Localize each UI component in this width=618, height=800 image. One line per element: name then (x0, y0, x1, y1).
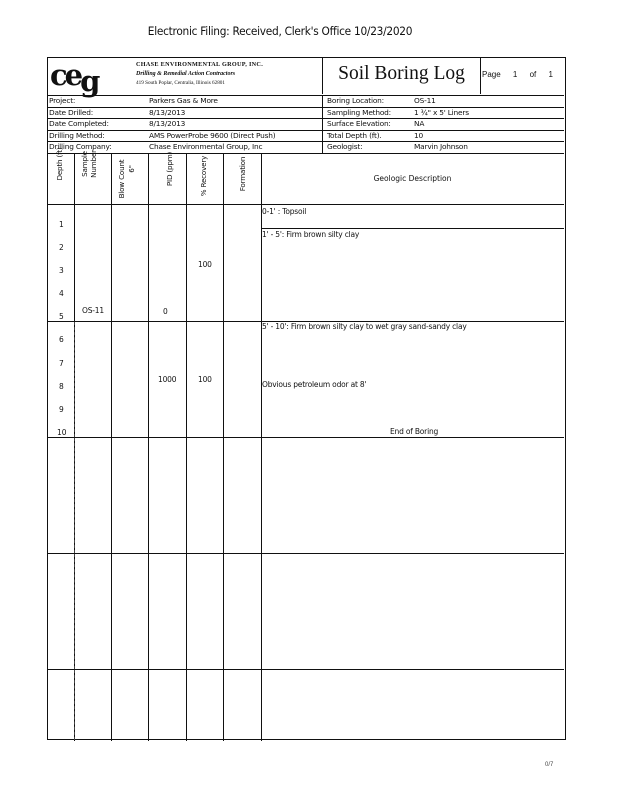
depth-marker: 4 (59, 289, 64, 298)
column-divider (261, 154, 262, 741)
sample-dash-line (74, 554, 75, 669)
date-drilled-value: 8/13/2013 (149, 107, 186, 117)
blow-count-header-2: 6" (127, 165, 136, 173)
log-title: Soil Boring Log (338, 63, 465, 84)
recovery-value: 100 (198, 260, 212, 269)
recovery-value: 100 (198, 375, 212, 384)
depth-marker: 3 (59, 266, 64, 275)
info-row (48, 141, 564, 154)
depth-marker: 7 (59, 359, 64, 368)
date-completed-label: Date Completed: (49, 119, 109, 128)
depth-marker: 9 (59, 405, 64, 414)
depth-column-header: Depth (ft) (55, 147, 64, 181)
blow-count-header-1: Blow Count (117, 159, 126, 199)
company-slogan: Drilling & Remedial Action Contractors (136, 70, 236, 77)
column-divider (223, 154, 224, 741)
depth-marker: 1 (59, 220, 64, 229)
geologic-description: Obvious petroleum odor at 8' (262, 380, 367, 389)
surface-elevation-value: NA (414, 119, 425, 128)
geologic-description: 0-1' : Topsoil (262, 207, 307, 216)
page-total: 1 (548, 70, 553, 79)
date-drilled-label: Date Drilled: (49, 107, 94, 117)
depth-marker: 8 (59, 382, 64, 391)
drilling-company-value: Chase Environmental Group, Inc (149, 142, 263, 151)
pid-value: 0 (163, 307, 168, 316)
column-divider (186, 154, 187, 741)
column-divider (148, 154, 149, 741)
geologic-description: 1' - 5': Firm brown silty clay (262, 230, 360, 239)
page-current: 1 (512, 70, 518, 79)
depth-marker: 10 (57, 428, 67, 437)
column-header-rule (48, 204, 564, 205)
info-divider (322, 95, 323, 154)
column-divider (111, 154, 112, 741)
interval-rule (48, 553, 564, 554)
interval-rule (48, 669, 564, 670)
recovery-column-header: % Recovery (199, 155, 208, 197)
page-label: Page (482, 70, 501, 79)
surface-elevation-label: Surface Elevation: (327, 119, 391, 128)
depth-marker: 5 (59, 312, 64, 321)
drilling-method-value: AMS PowerProbe 9600 (Direct Push) (149, 130, 276, 140)
project-label: Project: (49, 96, 76, 105)
company-name: CHASE ENVIRONMENTAL GROUP, INC. (136, 61, 264, 68)
company-logo: ceg (50, 58, 98, 98)
geologic-description: 5' - 10': Firm brown silty clay to wet gray sand-sandy clay (262, 322, 467, 331)
description-rule (261, 228, 564, 229)
sample-dash-line (74, 670, 75, 740)
company-address: 419 South Poplar, Centralia, Illinois 62801 (136, 80, 225, 86)
page-of: of (529, 70, 537, 79)
sample-number: OS-11 (82, 306, 104, 315)
title-box (322, 58, 481, 94)
page-footer-number: 0/7 (545, 762, 554, 768)
boring-location-value: OS-11 (414, 96, 436, 105)
filing-stamp: Electronic Filing: Received, Clerk's Office 10/23/2020 (147, 24, 413, 38)
log-header (48, 58, 564, 96)
description-column-header: Geologic Description (373, 174, 452, 183)
soil-boring-log-sheet (47, 57, 566, 740)
geologist-label: Geologist: (327, 142, 363, 151)
sampling-method-value: 1 ¾" x 5' Liners (414, 107, 469, 117)
date-completed-value: 8/13/2013 (149, 119, 186, 128)
interval-rule (48, 437, 564, 438)
company-info (136, 60, 263, 89)
page-indicator (482, 70, 563, 79)
depth-marker: 6 (59, 335, 64, 344)
project-value: Parkers Gas & More (149, 96, 218, 105)
boring-location-label: Boring Location: (327, 96, 384, 105)
drilling-company-label: Drilling Company: (49, 142, 112, 151)
sample-dash-line (74, 438, 75, 553)
depth-marker: 2 (59, 243, 64, 252)
sampling-method-label: Sampling Method: (327, 107, 391, 117)
geologist-value: Marvin Johnson (414, 142, 468, 151)
sample-column-header-1: Sample (80, 151, 89, 177)
formation-column-header: Formation (238, 156, 247, 192)
sample-dash-line (74, 322, 75, 437)
end-of-boring: End of Boring (390, 427, 439, 436)
total-depth-value: 10 (414, 130, 424, 140)
drilling-method-label: Drilling Method: (49, 130, 105, 140)
pid-column-header: PID (ppm) (165, 151, 174, 187)
pid-value: 1000 (158, 375, 177, 384)
total-depth-label: Total Depth (ft). (327, 130, 382, 140)
sample-column-header-2: Number (89, 150, 98, 178)
